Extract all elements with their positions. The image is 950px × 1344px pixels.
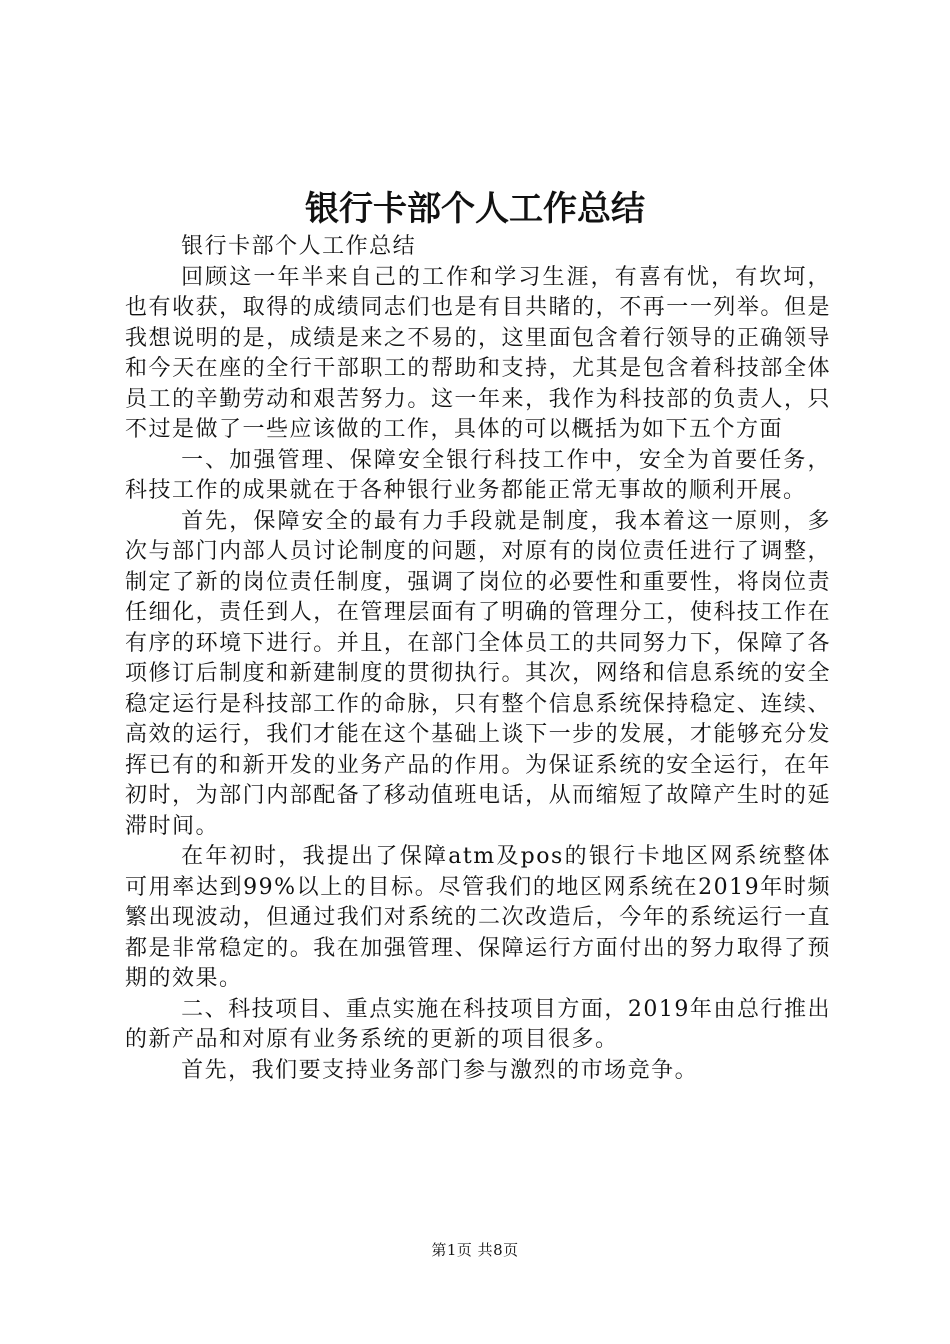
body-paragraph-system-policy: 首先，保障安全的最有力手段就是制度，我本着这一原则，多次与部门内部人员讨论制度的问题，对原有的岗位责任进行了调整，制定了新的岗位责任制度，强调了岗位的必要性和重要性，将岗位责任细化，责任到人，在管理层面有了明确的管理分工，使科技工作在有序的环境下进行。并且，在部门全体员工的共同努力下，保障了各项修订后制度和新建制度的贯彻执行。其次，网络和信息系统的安全稳定运行是科技部工作的命脉，只有整个信息系统保持稳定、连续、高效的运行，我们才能在这个基础上谈下一步的发展，才能够充分发挥已有的和新开发的业务产品的作用。为保证系统的安全运行，在年初时，为部门内部配备了移动值班电话，从而缩短了故障产生时的延滞时间。: [125, 508, 831, 839]
body-paragraph-subtitle: 银行卡部个人工作总结: [181, 234, 417, 259]
body-paragraph-market-support: 首先，我们要支持业务部门参与激烈的市场竞争。: [181, 1057, 699, 1083]
document-body: [125, 232, 831, 1086]
body-paragraph-review: 回顾这一年半来自己的工作和学习生涯，有喜有忧，有坎坷，也有收获，取得的成绩同志们也是有目共睹的，不再一一列举。但是我想说明的是，成绩是来之不易的，这里面包含着行领导的正确领导和今天在座的全行干部职工的帮助和支持，尤其是包含着科技部全体员工的辛勤劳动和艰苦努力。这一年来，我作为科技部的负责人，只不过是做了一些应该做的工作，具体的可以概括为如下五个方面: [125, 264, 831, 442]
body-paragraph-availability-goal: 在年初时，我提出了保障atm及pos的银行卡地区网系统整体可用率达到99%以上的目标。尽管我们的地区网系统在2019年时频繁出现波动，但通过我们对系统的二次改造后，今年的系统运行一直都是非常稳定的。我在加强管理、保障运行方面付出的努力取得了预期的效果。: [125, 844, 831, 991]
body-paragraph-section-two: 二、科技项目、重点实施在科技项目方面，2019年由总行推出的新产品和对原有业务系统的更新的项目很多。: [125, 996, 831, 1052]
body-paragraph-section-one: 一、加强管理、保障安全银行科技工作中，安全为首要任务，科技工作的成果就在于各种银行业务都能正常无事故的顺利开展。: [125, 447, 831, 503]
document-title: 银行卡部个人工作总结: [305, 189, 645, 229]
page-number-footer: 第1页 共8页: [431, 1241, 519, 1259]
